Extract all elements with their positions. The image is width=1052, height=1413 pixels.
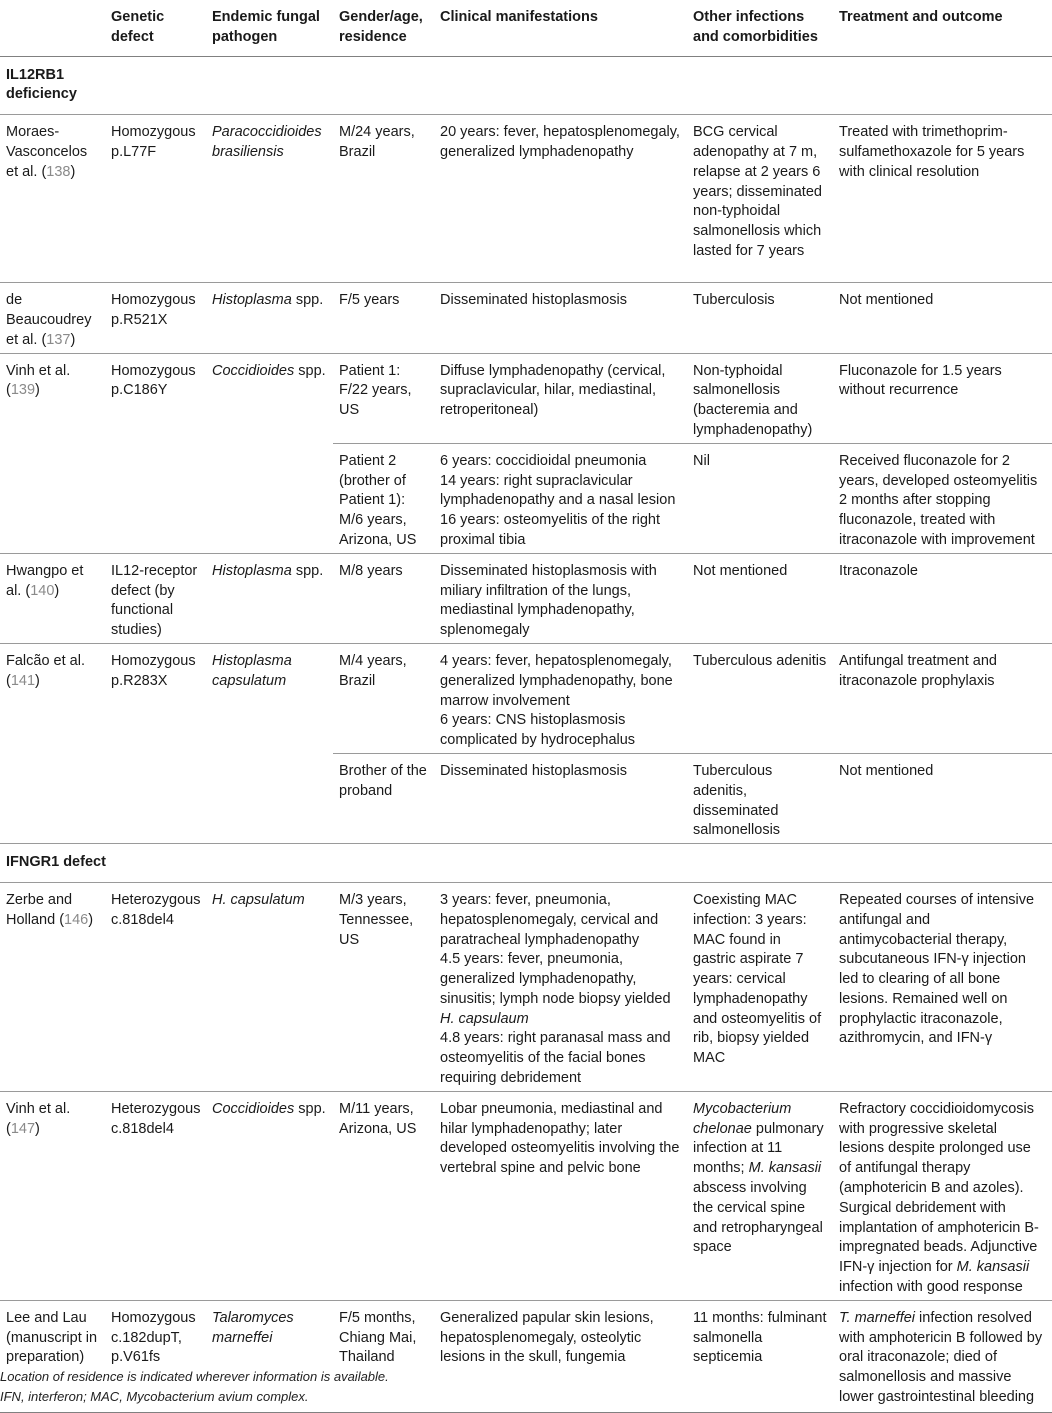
defect-cell: Homozygous p.C186Y [105,353,206,553]
defect-cell: Homozygous p.R521X [105,283,206,353]
pathogen-cell: Paracoccidioides brasiliensis [206,115,333,283]
reference-link[interactable]: 146 [64,911,89,928]
patient-cell: Patient 2 (brother of Patient 1): M/6 years, Arizona, US [333,443,434,553]
pathogen-cell: Coccidioides spp. [206,353,333,553]
clinical-cell: Generalized papular skin lesions, hepatosplenomegaly, osteolytic lesions in the skull, fungemia [434,1300,687,1412]
patient-cell: Patient 1: F/22 years, US [333,353,434,443]
study-cell: Hwangpo et al. (140) [0,553,105,643]
other-infections-cell: Coexisting MAC infection: 3 years: MAC found in gastric aspirate 7 years: cervical lymphadenopathy and osteomyelitis of rib, biopsy yielded MAC [687,882,833,1091]
treatment-cell: Received fluconazole for 2 years, developed osteomyelitis 2 months after stopping fluconazole, treated with itraconazole with improvement [833,443,1052,553]
reference-link[interactable]: 139 [10,382,36,399]
treatment-cell: Treated with trimethoprim-sulfamethoxazole for 5 years with clinical resolution [833,115,1052,283]
reference-link[interactable]: 140 [30,582,55,599]
patient-cell: M/4 years, Brazil [333,643,434,753]
header-gender-age: Gender/age, residence [333,0,434,56]
section-title: IFNGR1 defect [0,844,206,883]
defect-cell: IL12-receptor defect (by functional studies) [105,553,206,643]
patient-cell: M/3 years, Tennessee, US [333,882,434,1091]
pathogen-cell: H. capsulatum [206,882,333,1091]
clinical-cell: Diffuse lymphadenopathy (cervical, supraclavicular, hilar, mediastinal, retroperitoneal) [434,353,687,443]
patient-cell: M/11 years, Arizona, US [333,1091,434,1300]
reference-link[interactable]: 147 [10,1120,36,1137]
table-row [0,353,1052,443]
defect-cell: Heterozygous c.818del4 [105,1091,206,1300]
clinical-cell: 3 years: fever, pneumonia, hepatosplenomegaly, cervical and paratracheal lymphadenopathy 4.5 years: fever, pneumonia, generalized lymphadenopathy, sinusitis; lymph node biopsy yielded H. capsulaum 4.8 years: right paranasal mass and osteomyelitis of the facial bones requiring debridement [434,882,687,1091]
table-row [0,283,1052,353]
treatment-cell: Not mentioned [833,753,1052,843]
study-cell: Vinh et al. (147) [0,1091,105,1300]
clinical-cell: 4 years: fever, hepatosplenomegaly, generalized lymphadenopathy, bone marrow involvement 6 years: CNS histoplasmosis complicated by hydrocephalus [434,643,687,753]
study-cell: de Beaucoudrey et al. (137) [0,283,105,353]
header-other-infections: Other infections and comorbidities [687,0,833,56]
clinical-cell: Disseminated histoplasmosis [434,283,687,353]
reference-link[interactable]: 138 [46,163,71,180]
study-cell: Zerbe and Holland (146) [0,882,105,1091]
pathogen-cell: Histoplasma spp. [206,553,333,643]
other-infections-cell: Tuberculous adenitis [687,643,833,753]
study-cell: Falcão et al. (141) [0,643,105,843]
pathogen-cell: Histoplasma spp. [206,283,333,353]
defect-cell: Homozygous c.182dupT, p.V61fs [105,1300,206,1412]
section-header-row [0,844,1052,883]
other-infections-cell: Mycobacterium chelonae pulmonary infection at 11 months; M. kansasii abscess involving the cervical spine and retropharyngeal space [687,1091,833,1300]
footnote: IFN, interferon; MAC, Mycobacterium avium complex. [0,1389,309,1404]
table-row [0,115,1052,283]
other-infections-cell: Tuberculous adenitis, disseminated salmonellosis [687,753,833,843]
treatment-cell: Repeated courses of intensive antifungal and antimycobacterial therapy, subcutaneous IFN-γ injection led to clearing of all bone lesions. Remained well on prophylactic itraconazole, azithromycin, and IFN-γ [833,882,1052,1091]
defect-cell: Homozygous p.L77F [105,115,206,283]
treatment-cell: Refractory coccidioidomycosis with progressive skeletal lesions despite prolonged use of antifungal therapy (amphotericin B and azoles). Surgical debridement with implantation of amphotericin B-impregnated beads. Adjunctive IFN-γ injection for M. kansasii infection with good response [833,1091,1052,1300]
patient-cell: F/5 months, Chiang Mai, Thailand [333,1300,434,1412]
treatment-cell: Itraconazole [833,553,1052,643]
pathogen-cell: Coccidioides spp. [206,1091,333,1300]
patient-cell: M/8 years [333,553,434,643]
pathogen-cell: Talaromyces marneffei [206,1300,333,1412]
patient-cell: Brother of the proband [333,753,434,843]
other-infections-cell: Tuberculosis [687,283,833,353]
treatment-cell: Not mentioned [833,283,1052,353]
patient-cell: M/24 years, Brazil [333,115,434,283]
defect-cell: Heterozygous c.818del4 [105,882,206,1091]
header-pathogen: Endemic fungal pathogen [206,0,333,56]
table-header-row [0,0,1052,56]
study-cell: Vinh et al. (139) [0,353,105,553]
patient-cell: F/5 years [333,283,434,353]
header-clinical: Clinical manifestations [434,0,687,56]
defect-cell: Homozygous p.R283X [105,643,206,843]
header-genetic-defect: Genetic defect [105,0,206,56]
section-header-row [0,56,1052,115]
table-row [0,882,1052,1091]
pathogen-cell: Histoplasma capsulatum [206,643,333,843]
clinical-cell: 6 years: coccidioidal pneumonia 14 years: right supraclavicular lymphadenopathy and a nasal lesion 16 years: osteomyelitis of the right proximal tibia [434,443,687,553]
footnote: Location of residence is indicated wherever information is available. [0,1369,389,1384]
table-row [0,553,1052,643]
table-row [0,1091,1052,1300]
other-infections-cell: Not mentioned [687,553,833,643]
section-title: IL12RB1 deficiency [0,56,105,115]
other-infections-cell: BCG cervical adenopathy at 7 m, relapse at 2 years 6 years; disseminated non-typhoidal salmonellosis which lasted for 7 years [687,115,833,283]
header-study [0,0,105,56]
other-infections-cell: Non-typhoidal salmonellosis (bacteremia and lymphadenopathy) [687,353,833,443]
reference-link[interactable]: 141 [10,672,36,689]
table-footnotes [0,1367,389,1407]
clinical-cell: 20 years: fever, hepatosplenomegaly, generalized lymphadenopathy [434,115,687,283]
other-infections-cell: Nil [687,443,833,553]
treatment-cell: Fluconazole for 1.5 years without recurrence [833,353,1052,443]
clinical-cell: Disseminated histoplasmosis with miliary infiltration of the lungs, mediastinal lymphadenopathy, splenomegaly [434,553,687,643]
reference-link[interactable]: 137 [46,331,71,348]
other-infections-cell: 11 months: fulminant salmonella septicemia [687,1300,833,1412]
clinical-cell: Lobar pneumonia, mediastinal and hilar lymphadenopathy; later developed osteomyelitis involving the vertebral spine and pelvic bone [434,1091,687,1300]
treatment-cell: T. marneffei infection resolved with amphotericin B followed by oral itraconazole; died of salmonellosis and massive lower gastrointestinal bleeding [833,1300,1052,1412]
clinical-cell: Disseminated histoplasmosis [434,753,687,843]
header-treatment: Treatment and outcome [833,0,1052,56]
treatment-cell: Antifungal treatment and itraconazole prophylaxis [833,643,1052,753]
study-cell: Moraes-Vasconcelos et al. (138) [0,115,105,283]
table-row [0,643,1052,753]
study-cell: Lee and Lau (manuscript in preparation) [0,1300,105,1412]
